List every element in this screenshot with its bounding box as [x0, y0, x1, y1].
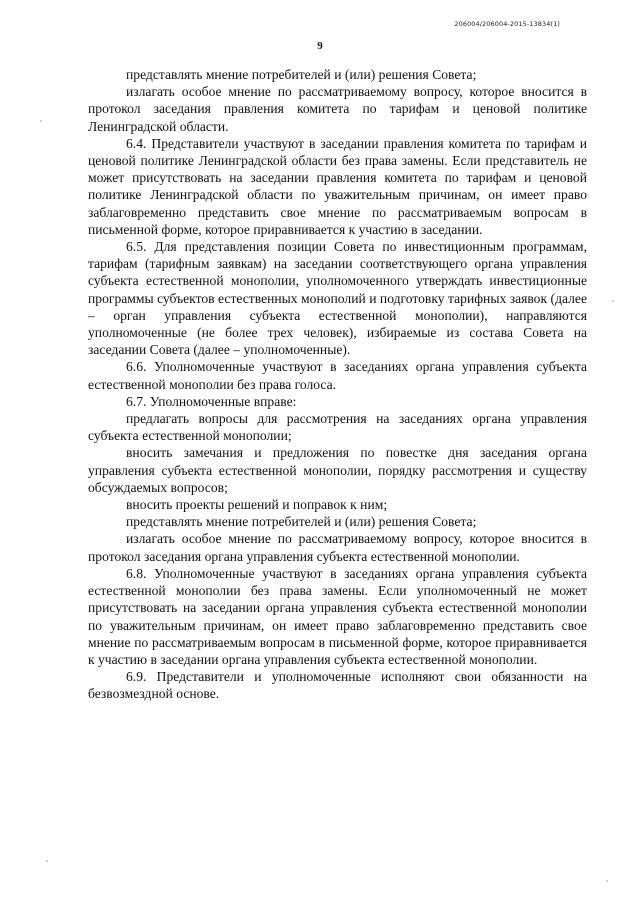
- scan-speck: [46, 860, 48, 862]
- paragraph: вносить проекты решений и поправок к ним;: [126, 497, 388, 513]
- scan-speck: [40, 120, 42, 122]
- paragraph: 6.7. Уполномоченные вправе:: [126, 393, 297, 409]
- paragraph: 6.5. Для представления позиции Совета по инвестиционным программам, тарифам (тарифным заявкам) на заседании соответствующего органа управления субъекта естественной монополии, уполномоченного утверждать инвестиционные программы субъектов естественных монополий и подготовку тарифных заявок (далее – орган управления субъекта естественной монополии), направляются уполномоченные (не более трех человек), избираемые из состава Совета на заседании Совета (далее – уполномоченные).: [88, 239, 587, 358]
- paragraph: 6.6. Уполномоченные участвуют в заседаниях органа управления субъекта естественной монополии без права голоса.: [88, 359, 587, 392]
- paragraph: излагать особое мнение по рассматриваемому вопросу, которое вносится в протокол заседания органа управления субъекта естественной монополии.: [88, 531, 587, 564]
- page-number: 9: [317, 40, 323, 52]
- paragraph: представлять мнение потребителей и (или) решения Совета;: [126, 514, 477, 530]
- document-body: [88, 66, 587, 703]
- paragraph: 6.9. Представители и уполномоченные исполняют свои обязанности на безвозмездной основе.: [88, 669, 587, 702]
- document-id: 206004/206004-2015-13834(1): [454, 20, 560, 28]
- paragraph: 6.8. Уполномоченные участвуют в заседаниях органа управления субъекта естественной монополии без права замены. Если уполномоченный не может присутствовать на заседании органа управления субъекта естественной монополии по уважительным причинам, он имеет право заблаговременно представить свое мнение по рассматриваемым вопросам в письменной форме, которое приравнивается к участию в заседании органа управления субъекта естественной монополии.: [88, 565, 587, 667]
- paragraph: представлять мнение потребителей и (или) решения Совета;: [126, 67, 477, 82]
- scan-speck: [612, 300, 614, 302]
- paragraph: излагать особое мнение по рассматриваемому вопросу, которое вносится в протокол заседания правления комитета по тарифам и ценовой политике Ленинградской области.: [88, 84, 587, 134]
- paragraph: вносить замечания и предложения по повестке дня заседания органа управления субъекта естественной монополии, порядку рассмотрения и существу обсуждаемых вопросов;: [88, 445, 587, 495]
- paragraph: 6.4. Представители участвуют в заседании правления комитета по тарифам и ценовой политике Ленинградской области без права замены. Если представитель не может присутствовать на заседании правления комитета по тарифам и ценовой политике Ленинградской области по уважительным причинам, он имеет право заблаговременно представить свое мнение по рассматриваемым вопросам в письменной форме, которое приравнивается к участию в заседании.: [88, 135, 587, 237]
- paragraph: предлагать вопросы для рассмотрения на заседаниях органа управления субъекта естественной монополии;: [88, 411, 587, 444]
- scan-speck: [606, 880, 608, 882]
